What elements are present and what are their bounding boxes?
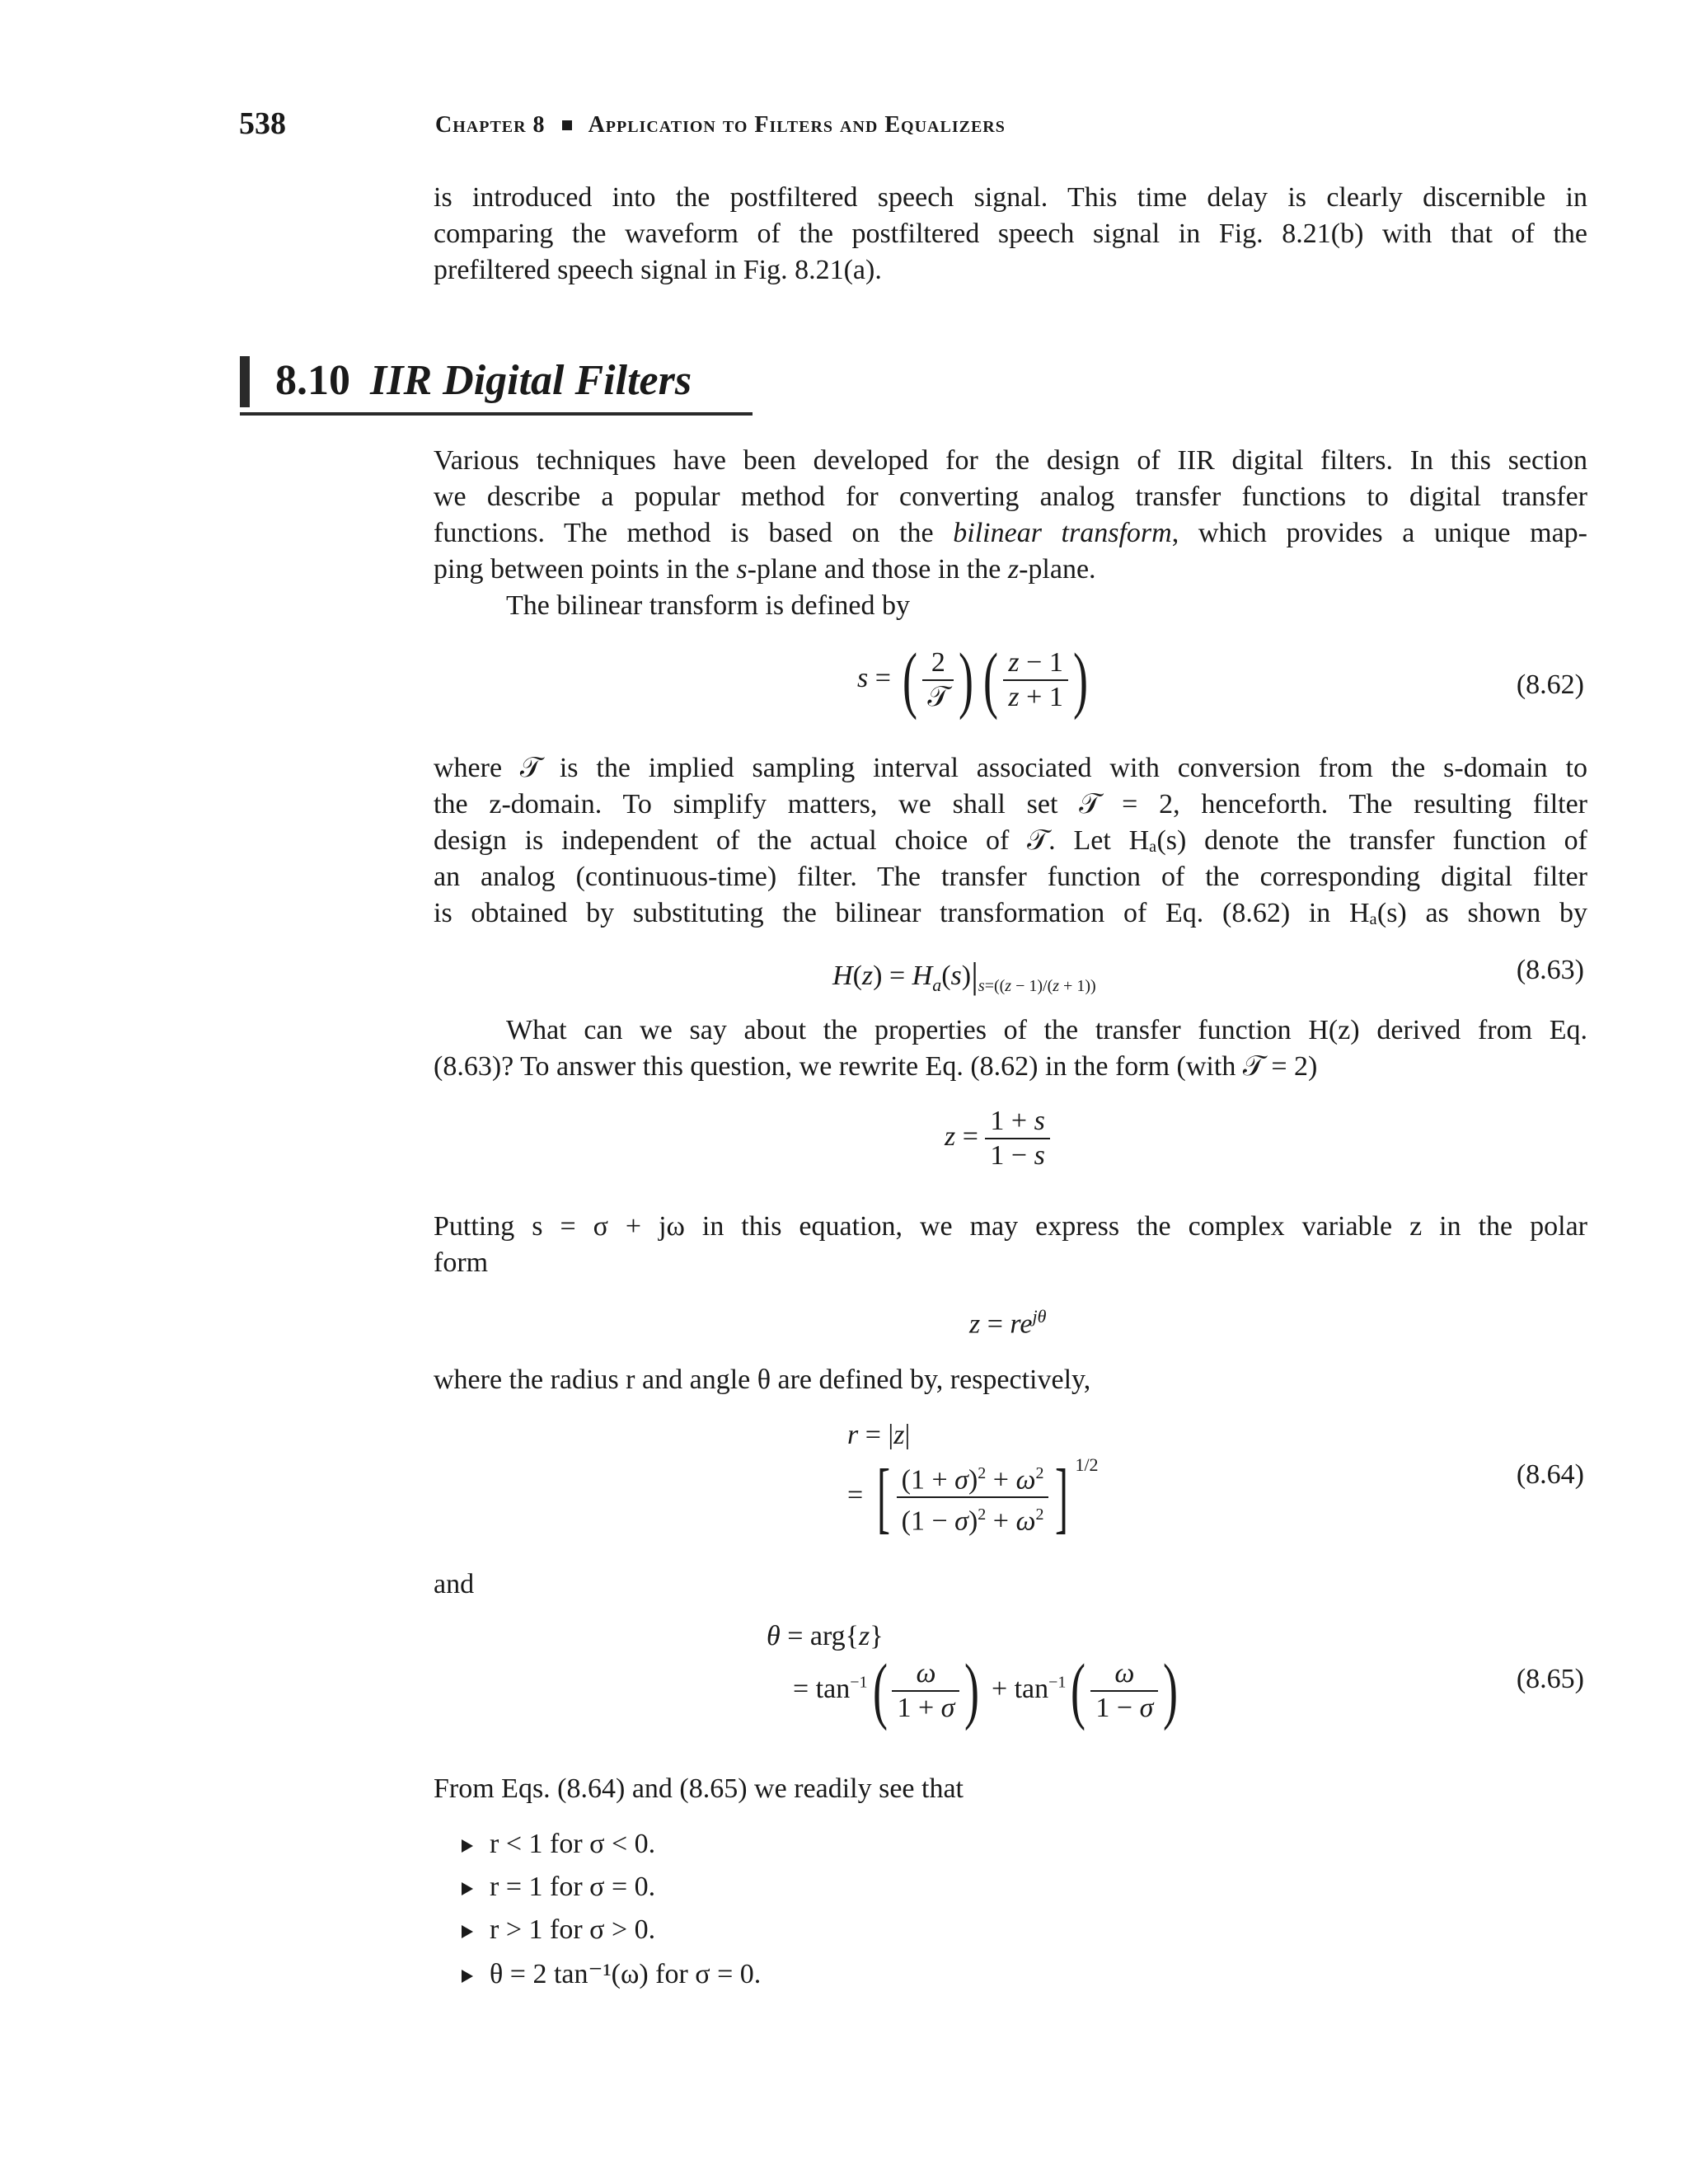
chapter-title: Application to Filters and Equalizers: [588, 112, 1006, 138]
body1-line-4-mid: -plane and those in the: [747, 554, 1008, 585]
equation-8-64: r = |z| = [ $\frac{(1 + \sigma)^2 + \omega^2}{(1 - \sigma)^2 + \omega^2}$ ] $^{1/2}$: [847, 1420, 1099, 1542]
body1-line-2: we describe a popular method for converting analog transfer functions to digital transfer: [434, 481, 1587, 512]
equation-number-8-65: (8.65): [1516, 1664, 1584, 1694]
body1-line-5: The bilinear transform is defined by: [506, 590, 911, 621]
and-text: [434, 1566, 1587, 1603]
body1-line-3-head: functions. The method is based on the: [434, 518, 954, 548]
equation-8-65: θ = arg{z} = $\tan^{-1}$( $\frac{\omega}{1 + \sigma}$ ) + $\tan^{-1}$( $\frac{\omega}{1 - \sigma}$ ): [767, 1621, 1179, 1731]
equation-number-8-64: (8.64): [1516, 1459, 1584, 1490]
intro-line-1: is introduced into the postfiltered speech signal. This time delay is clearly discernible in: [434, 182, 1587, 213]
list-item: [462, 1914, 761, 1957]
body6-line-1: From Eqs. (8.64) and (8.65) we readily see that: [434, 1773, 964, 1804]
bullet-text: θ = 2 tan⁻¹(ω) for σ = 0.: [490, 1959, 762, 1989]
list-item: [462, 1872, 761, 1914]
body-paragraph-2: [434, 750, 1587, 932]
body1-line-3-tail: , which provides a unique map-: [1171, 518, 1587, 548]
bullet-triangle-icon: [462, 1882, 473, 1895]
body5-line-1: where the radius r and angle θ are defined by, respectively,: [434, 1364, 1091, 1395]
equation-number-8-62: (8.62): [1516, 669, 1584, 700]
bullet-triangle-icon: [462, 1970, 473, 1983]
bullet-list: [462, 1829, 761, 2000]
intro-line-2: comparing the waveform of the postfiltered speech signal in Fig. 8.21(b) with that of the: [434, 218, 1587, 249]
section-number: 8.10: [275, 357, 350, 404]
body1-line-4: ping between points in the s-plane and those in the z-plane.: [434, 554, 1096, 585]
body1-line-3: [434, 515, 1587, 552]
section-heading: [275, 356, 692, 405]
body-paragraph-6: [434, 1771, 1587, 1807]
body2-line-1: where 𝒯 is the implied sampling interval associated with conversion from the s-domain to: [434, 753, 1587, 783]
equation-z-of-s: z = $\frac{1 + s}{1 - s}$: [945, 1105, 1050, 1172]
intro-paragraph: [434, 180, 1587, 289]
equation-8-63: $H(z) = H_a(s)|_{s=((z - 1)/(z + 1))}$: [832, 956, 1096, 996]
list-item: [462, 1957, 761, 2000]
body-paragraph-4: [434, 1209, 1587, 1281]
body2-line-5: is obtained by substituting the bilinear transformation of Eq. (8.62) in Hₐ(s) as shown by: [434, 898, 1587, 928]
body1-line-4-tail: -plane.: [1019, 554, 1096, 585]
emphasis-bilinear-transform: bilinear transform: [953, 518, 1172, 548]
section-underline: [240, 412, 753, 416]
bullet-text: r = 1 for σ = 0.: [490, 1872, 656, 1902]
section-title: IIR Digital Filters: [370, 357, 692, 404]
body-paragraph-3: [434, 1012, 1587, 1085]
body2-line-4: an analog (continuous-time) filter. The transfer function of the corresponding digital filter: [434, 862, 1587, 892]
bullet-triangle-icon: [462, 1925, 473, 1938]
body-paragraph-1: [434, 443, 1587, 624]
body2-line-3: design is independent of the actual choice of 𝒯. Let Hₐ(s) denote the transfer function of: [434, 825, 1587, 856]
and-word: and: [434, 1569, 475, 1599]
body3-line-1: What can we say about the properties of the transfer function H(z) derived from Eq.: [506, 1015, 1587, 1045]
body3-line-2: (8.63)? To answer this question, we rewrite Eq. (8.62) in the form (with 𝒯 = 2): [434, 1051, 1318, 1082]
body1-line-1: Various techniques have been developed for the design of IIR digital filters. In this section: [434, 445, 1587, 476]
body4-line-1: Putting s = σ + jω in this equation, we may express the complex variable z in the polar: [434, 1211, 1587, 1242]
equation-8-62: s = ( $\frac{2}{\text{𝒯}}$ ) ( $\frac{z - 1}{z + 1}$ ): [857, 639, 1088, 721]
separator-square-icon: [562, 120, 572, 130]
body1-line-4-head: ping between points in the: [434, 554, 737, 585]
equation-number-8-63: (8.63): [1516, 955, 1584, 985]
body-paragraph-5: [434, 1362, 1587, 1398]
running-head: [435, 112, 1006, 139]
section-marker-bar: [240, 356, 250, 407]
body4-line-2: form: [434, 1247, 489, 1278]
bullet-triangle-icon: [462, 1839, 473, 1853]
intro-line-3: prefiltered speech signal in Fig. 8.21(a).: [434, 255, 882, 285]
page-number: 538: [239, 106, 286, 141]
body2-line-2: the z-domain. To simplify matters, we shall set 𝒯 = 2, henceforth. The resulting filter: [434, 789, 1587, 820]
bullet-text: r > 1 for σ > 0.: [490, 1914, 656, 1945]
list-item: [462, 1829, 761, 1872]
chapter-label: Chapter 8: [435, 112, 546, 138]
bullet-text: r < 1 for σ < 0.: [490, 1829, 656, 1859]
equation-polar-form: $z = re^{j\theta}$: [969, 1306, 1047, 1340]
